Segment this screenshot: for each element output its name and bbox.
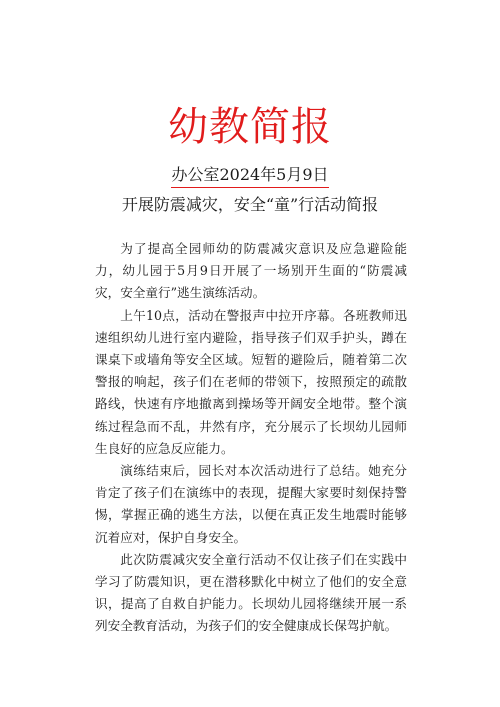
article-body (95, 238, 407, 638)
issuer-date-line (0, 164, 500, 188)
paragraph-summary: 演练结束后，园长对本次活动进行了总结。她充分肯定了孩子们在演练中的表现，提醒大家要时刻保持警惕，掌握正确的逃生方法，以便在真正发生地震时能够沉着应对，保护自身安全。 (95, 463, 407, 545)
paragraph-intro: 为了提高全园师幼的防震减灾意识及应急避险能力，幼儿园于5月9日开展了一场别开生面的“防震减灾，安全童行”逃生演练活动。 (95, 241, 407, 301)
article-headline: 开展防震减灾，安全“童”行活动简报 (121, 195, 379, 214)
paragraph-conclusion: 此次防震减灾安全童行活动不仅让孩子们在实践中学习了防震知识，更在潜移默化中树立了他们的安全意识，提高了自救自护能力。长坝幼儿园将继续开展一系列安全教育活动，为孩子们的安全健康成长保驾护航。 (95, 551, 407, 634)
masthead-title: 幼教简报 (168, 104, 332, 150)
paragraph-drill: 上午10点，活动在警报声中拉开序幕。各班教师迅速组织幼儿进行室内避险，指导孩子们双手护头，蹲在课桌下或墙角等安全区域。短暂的避险后，随着第二次警报的响起，孩子们在老师的带领下，按照预定的疏散路线，快速有序地撤离到操场等开阔安全地带。整个演练过程急而不乱，井然有序，充分展示了长坝幼儿园师生良好的应急反应能力。 (95, 307, 407, 456)
issuer-date: 办公室2024年5月9日 (171, 164, 328, 188)
